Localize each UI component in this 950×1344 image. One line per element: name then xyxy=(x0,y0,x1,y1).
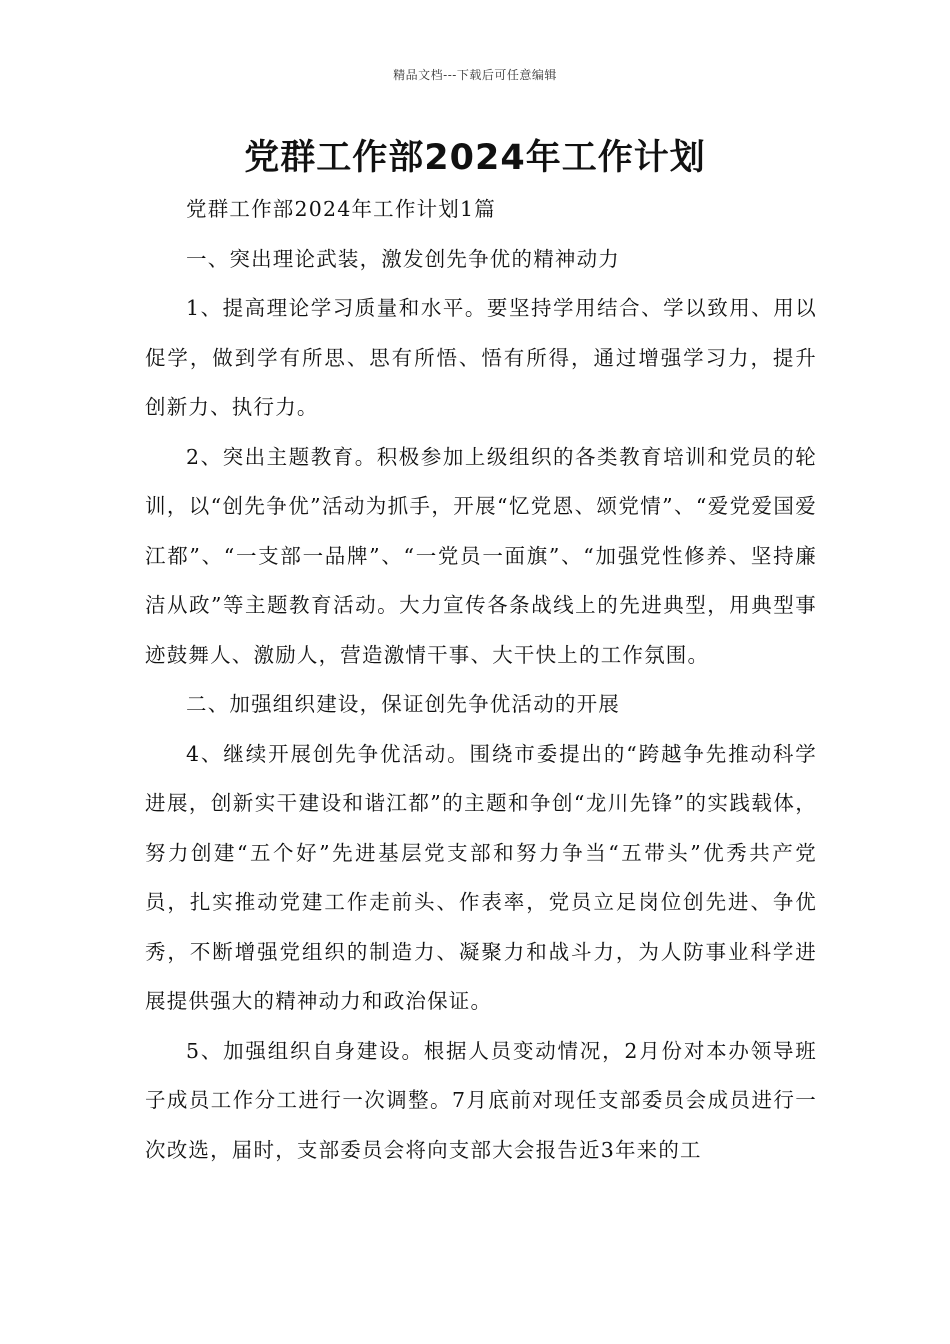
header-note: 精品文档---下载后可任意编辑 xyxy=(393,68,557,82)
paragraph-item-1: 1、提高理论学习质量和水平。要坚持学用结合、学以致用、用以促学，做到学有所思、思有所悟、悟有所得，通过增强学习力，提升创新力、执行力。 xyxy=(145,296,817,419)
paragraph-item-2: 2、突出主题教育。积极参加上级组织的各类教育培训和党员的轮训，以“创先争优”活动为抓手，开展“忆党恩、颂党情”、“爱党爱国爱江都”、“一支部一品牌”、“一党员一面旗”、“加强党性修养、坚持廉洁从政”等主题教育活动。大力宣传各条战线上的先进典型，用典型事迹鼓舞人、激励人，营造激情干事、大干快上的工作氛围。 xyxy=(145,444,817,667)
document-title: 党群工作部2024年工作计划 xyxy=(244,138,706,178)
paragraph-item-5: 5、加强组织自身建设。根据人员变动情况，2月份对本办领导班子成员工作分工进行一次调整。7月底前对现任支部委员会成员进行一次改选，届时，支部委员会将向支部大会报告近3年来的工 xyxy=(145,1038,817,1162)
paragraph-section-heading-1: 一、突出理论武装，激发创先争优的精神动力 xyxy=(186,246,620,271)
paragraph-section-heading-2: 二、加强组织建设，保证创先争优活动的开展 xyxy=(186,692,620,716)
document-body xyxy=(145,185,817,1175)
paragraph-subtitle: 党群工作部2024年工作计划1篇 xyxy=(186,197,496,221)
paragraph-item-4: 4、继续开展创先争优活动。围绕市委提出的“跨越争先推动科学进展，创新实干建设和谐江都”的主题和争创“龙川先锋”的实践载体，努力创建“五个好”先进基层党支部和努力争当“五带头”优秀共产党员，扎实推动党建工作走前头、作表率，党员立足岗位创先进、争优秀，不断增强党组织的制造力、凝聚力和战斗力，为人防事业科学进展提供强大的精神动力和政治保证。 xyxy=(145,741,817,1013)
